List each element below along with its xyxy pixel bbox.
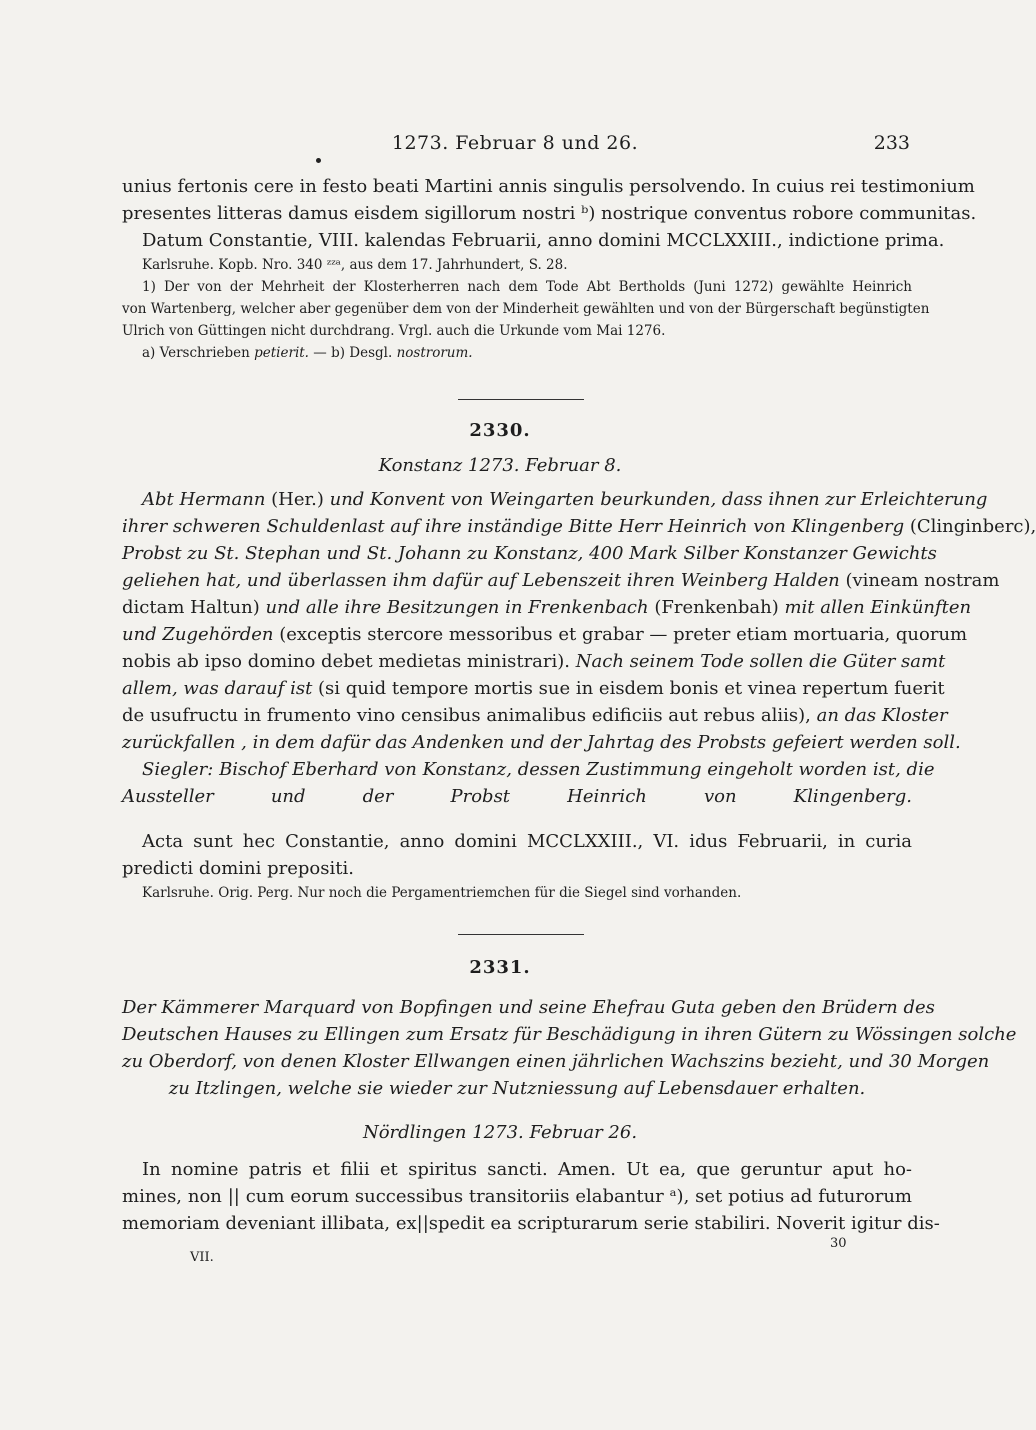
regest-fragment: und Konvent von Weingarten beurkunden, dass ihnen zur Erleichterung <box>323 489 988 510</box>
text-line: mines, non || cum eorum successibus transitoriis elabantur ᵃ), set potius ad futurorum <box>122 1186 912 1207</box>
regest-line <box>122 567 1000 594</box>
regest-fragment: Abt Hermann <box>142 489 272 510</box>
text-line: unius fertonis cere in festo beati Martini annis singulis persolvendo. In cuius rei testimonium <box>122 176 975 197</box>
datum-line: Datum Constantie, VIII. kalendas Februarii, anno domini MCCLXXIII., indictione prima. <box>142 230 945 251</box>
note-a-word: petierit. <box>254 345 309 361</box>
regest-2331 <box>122 994 1017 1102</box>
regest-line <box>122 729 961 756</box>
regest-fragment: und Zugehörden <box>122 624 280 645</box>
signature-mark: VII. <box>190 1250 214 1265</box>
regest-fragment: Aussteller und der Probst Heinrich von Klingenberg. <box>122 786 912 807</box>
regest-fragment: und alle ihre Besitzungen in Frenkenbach <box>265 597 655 618</box>
regest-fragment: de usufructu in frumento vino censibus animalibus edificiis aut rebus aliis), <box>122 705 817 726</box>
note-prefix: a) Verschrieben <box>142 345 255 361</box>
regest-line <box>122 783 912 810</box>
regest-line: zu Oberdorf, von denen Kloster Ellwangen einen jährlichen Wachszins bezieht, und 30 Morgen <box>122 1051 990 1072</box>
regest-fragment: (vineam nostram <box>845 570 1000 591</box>
regest-line <box>122 756 935 783</box>
regest-2330 <box>122 486 1036 810</box>
regest-fragment: allem, was darauf ist <box>122 678 319 699</box>
note-mid: — b) Desgl. <box>308 345 397 361</box>
regest-fragment: dictam Haltun) <box>122 597 266 618</box>
source-line: Karlsruhe. Kopb. Nro. 340 ᶻᶻᵃ, aus dem 17. Jahrhundert, S. 28. <box>142 257 568 273</box>
note-b-word: nostrorum. <box>396 345 473 361</box>
footnote-line: 1) Der von der Mehrheit der Klosterherren nach dem Tode Abt Bertholds (Juni 1272) gewählte Heinrich <box>142 279 912 295</box>
document-dateline: Konstanz 1273. Februar 8. <box>378 455 622 476</box>
intro-text <box>122 173 977 364</box>
regest-line <box>122 648 946 675</box>
running-header <box>120 132 910 162</box>
regest-fragment: Probst zu St. Stephan und St. Johann zu Konstanz, 400 Mark Silber Konstanzer Gewichts <box>122 543 937 564</box>
ink-dot <box>316 158 321 163</box>
regest-fragment: Siegler: Bischof Eberhard von Konstanz, dessen Zustimmung eingeholt worden ist, die <box>142 759 935 780</box>
regest-fragment: nobis ab ipso domino debet medietas ministrari). <box>122 651 576 672</box>
regest-line: Der Kämmerer Marquard von Bopfingen und seine Ehefrau Guta geben den Brüdern des <box>122 997 935 1018</box>
text-line: memoriam deveniant illibata, ex||spedit ea scripturarum serie stabiliri. Noverit igitur dis- <box>122 1213 940 1234</box>
section-divider <box>458 934 584 935</box>
apparatus-note <box>122 342 912 364</box>
section-divider <box>458 399 584 400</box>
document-number: 2330. <box>469 420 531 441</box>
regest-line: zu Itzlingen, welche sie wieder zur Nutzniessung auf Lebensdauer erhalten. <box>168 1078 866 1099</box>
regest-fragment: zurückfallen , in dem dafür das Andenken und der Jahrtag des Probsts gefeiert werden soll. <box>122 732 961 753</box>
regest-line <box>122 540 937 567</box>
regest-fragment: (Her.) <box>271 489 324 510</box>
acta-line: predicti domini prepositi. <box>122 858 354 879</box>
regest-line <box>122 702 948 729</box>
regest-line: Deutschen Hauses zu Ellingen zum Ersatz für Beschädigung in ihren Gütern zu Wössingen solche <box>122 1024 1017 1045</box>
regest-line <box>122 675 945 702</box>
regest-fragment: (si quid tempore mortis sue in eisdem bonis et vinea repertum fuerit <box>318 678 945 699</box>
sheet-number: 30 <box>830 1236 847 1251</box>
page-number: 233 <box>873 132 910 154</box>
regest-line <box>122 594 972 621</box>
text-line: In nomine patris et filii et spiritus sancti. Amen. Ut ea, que geruntur aput ho- <box>142 1159 912 1180</box>
regest-fragment: (exceptis stercore messoribus et grabar — preter etiam mortuaria, quorum <box>279 624 968 645</box>
document-number: 2331. <box>469 957 531 978</box>
regest-line <box>122 621 968 648</box>
text-line: presentes litteras damus eisdem sigillorum nostri ᵇ) nostrique conventus robore communitas. <box>122 203 977 224</box>
document-dateline: Nördlingen 1273. Februar 26. <box>362 1122 638 1143</box>
header-title: 1273. Februar 8 und 26. <box>391 132 639 154</box>
source-line: Karlsruhe. Orig. Perg. Nur noch die Pergamentriemchen für die Siegel sind vorhanden. <box>142 885 742 901</box>
regest-fragment: (Clinginberc), <box>909 516 1036 537</box>
acta-line: Acta sunt hec Constantie, anno domini MCCLXXIII., VI. idus Februarii, in curia <box>142 831 912 852</box>
charter-text <box>122 1156 940 1237</box>
regest-fragment: Nach seinem Tode sollen die Güter samt <box>575 651 946 672</box>
regest-fragment: mit allen Einkünften <box>784 597 972 618</box>
regest-fragment: an das Kloster <box>816 705 948 726</box>
regest-fragment: ihrer schweren Schuldenlast auf ihre inständige Bitte Herr Heinrich von Klingenberg <box>122 516 910 537</box>
acta-text <box>122 828 912 904</box>
regest-fragment: (Frenkenbah) <box>654 597 785 618</box>
regest-line <box>122 486 988 513</box>
regest-fragment: geliehen hat, und überlassen ihm dafür auf Lebenszeit ihren Weinberg Halden <box>122 570 846 591</box>
regest-line <box>122 513 1036 540</box>
footnote-line: Ulrich von Güttingen nicht durchdrang. Vrgl. auch die Urkunde vom Mai 1276. <box>122 323 666 339</box>
footnote-line: von Wartenberg, welcher aber gegenüber dem von der Minderheit gewählten und von der Bürgerschaft begünstigten <box>122 301 930 317</box>
